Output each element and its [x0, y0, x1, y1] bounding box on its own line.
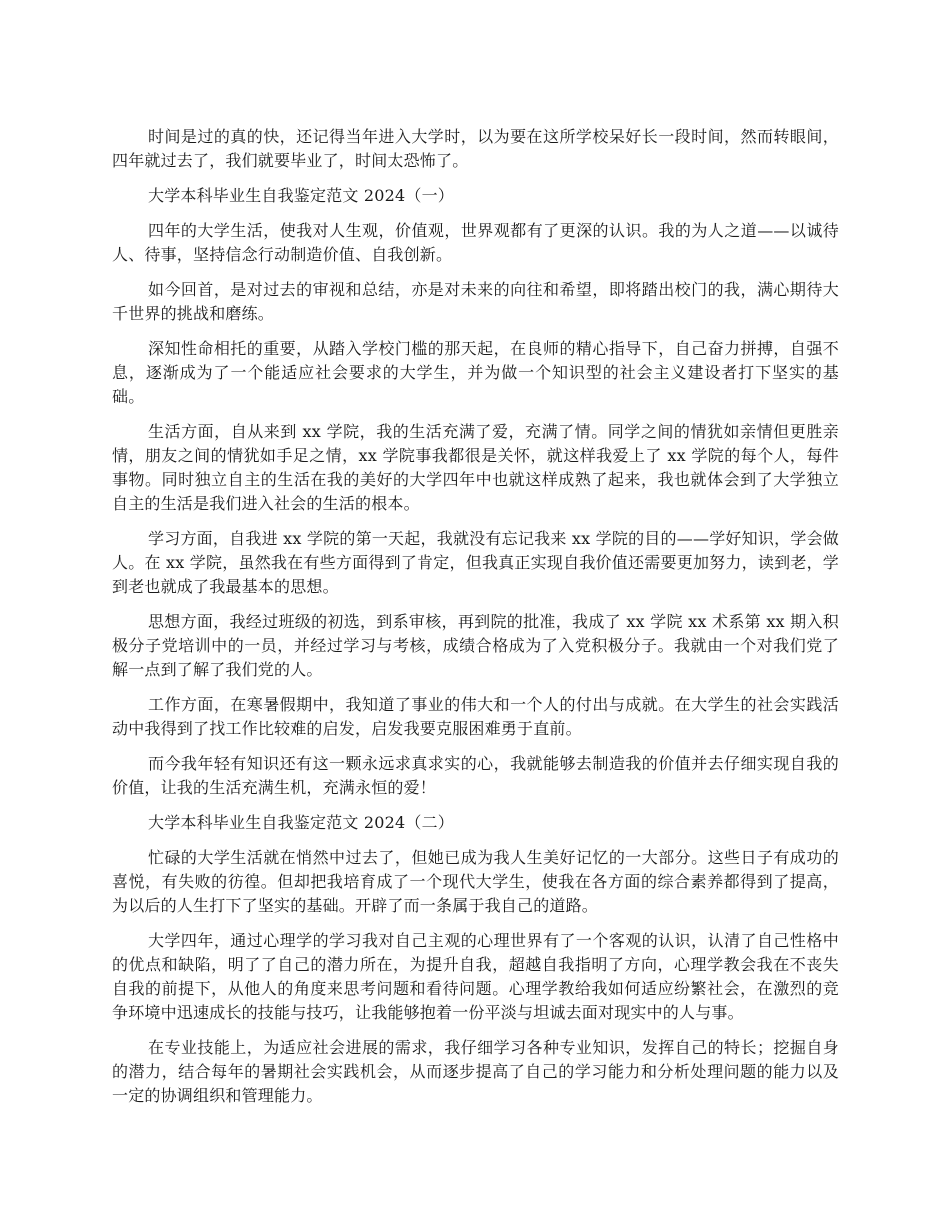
paragraph: 四年的大学生活，使我对人生观，价值观，世界观都有了更深的认识。我的为人之道——以诚待人、待事，坚持信念行动制造价值、自我创新。	[112, 221, 839, 264]
section-heading-1: 大学本科毕业生自我鉴定范文 2024（一）	[148, 186, 455, 205]
paragraph: 在专业技能上，为适应社会进展的需求，我仔细学习各种专业知识，发挥自己的特长；挖掘自身的潜力，结合每年的暑期社会实践机会，从而逐步提高了自己的学习能力和分析处理问题的能力以及一定的协调组织和管理能力。	[112, 1038, 839, 1105]
paragraph: 工作方面，在寒暑假期中，我知道了事业的伟大和一个人的付出与成就。在大学生的社会实践活动中我得到了找工作比较难的启发，启发我要克服困难勇于直前。	[112, 695, 839, 738]
paragraph: 学习方面，自我进 xx 学院的第一天起，我就没有忘记我来 xx 学院的目的——学好知识，学会做人。在 xx 学院，虽然我在有些方面得到了肯定，但我真正实现自我价值还需要更加努力，读到老，学到老也就成了我最基本的思想。	[112, 529, 839, 596]
paragraph: 如今回首，是对过去的审视和总结，亦是对未来的向往和希望，即将踏出校门的我，满心期待大千世界的挑战和磨练。	[112, 280, 839, 323]
document-page	[112, 125, 839, 1119]
paragraph: 深知性命相托的重要，从踏入学校门槛的那天起，在良师的精心指导下，自己奋力拼搏，自强不息，逐渐成为了一个能适应社会要求的大学生，并为做一个知识型的社会主义建设者打下坚实的基础。	[112, 339, 839, 406]
paragraph: 而今我年轻有知识还有这一颗永远求真求实的心，我就能够去制造我的价值并去仔细实现自我的价值，让我的生活充满生机，充满永恒的爱！	[112, 754, 839, 797]
paragraph: 生活方面，自从来到 xx 学院，我的生活充满了爱，充满了情。同学之间的情犹如亲情但更胜亲情，朋友之间的情犹如手足之情，xx 学院事我都很是关怀，就这样我爱上了 xx 学院的每个人，每件事物。同时独立自主的生活在我的美好的大学四年中也就这样成熟了起来，我也就体会到了大学独立自主的生活是我们进入社会的生活的根本。	[112, 422, 839, 513]
paragraph: 忙碌的大学生活就在悄然中过去了，但她已成为我人生美好记忆的一大部分。这些日子有成功的喜悦，有失败的彷徨。但却把我培育成了一个现代大学生，使我在各方面的综合素养都得到了提高，为以后的人生打下了坚实的基础。开辟了而一条属于我自己的道路。	[112, 848, 839, 915]
paragraph-intro: 时间是过的真的快，还记得当年进入大学时，以为要在这所学校呆好长一段时间，然而转眼间，四年就过去了，我们就要毕业了，时间太恐怖了。	[112, 127, 839, 170]
paragraph: 思想方面，我经过班级的初选，到系审核，再到院的批准，我成了 xx 学院 xx 术系第 xx 期入积极分子党培训中的一员，并经过学习与考核，成绩合格成为了入党积极分子。我就由一个对我们党了解一点到了解了我们党的人。	[112, 612, 839, 679]
section-heading-2: 大学本科毕业生自我鉴定范文 2024（二）	[148, 813, 455, 832]
paragraph: 大学四年，通过心理学的学习我对自己主观的心理世界有了一个客观的认识，认清了自己性格中的优点和缺陷，明了了自己的潜力所在，为提升自我，超越自我指明了方向，心理学教会我在不丧失自我的前提下，从他人的角度来思考问题和看待问题。心理学教给我如何适应纷繁社会，在激烈的竞争环境中迅速成长的技能与技巧，让我能够抱着一份平淡与坦诚去面对现实中的人与事。	[112, 931, 839, 1022]
